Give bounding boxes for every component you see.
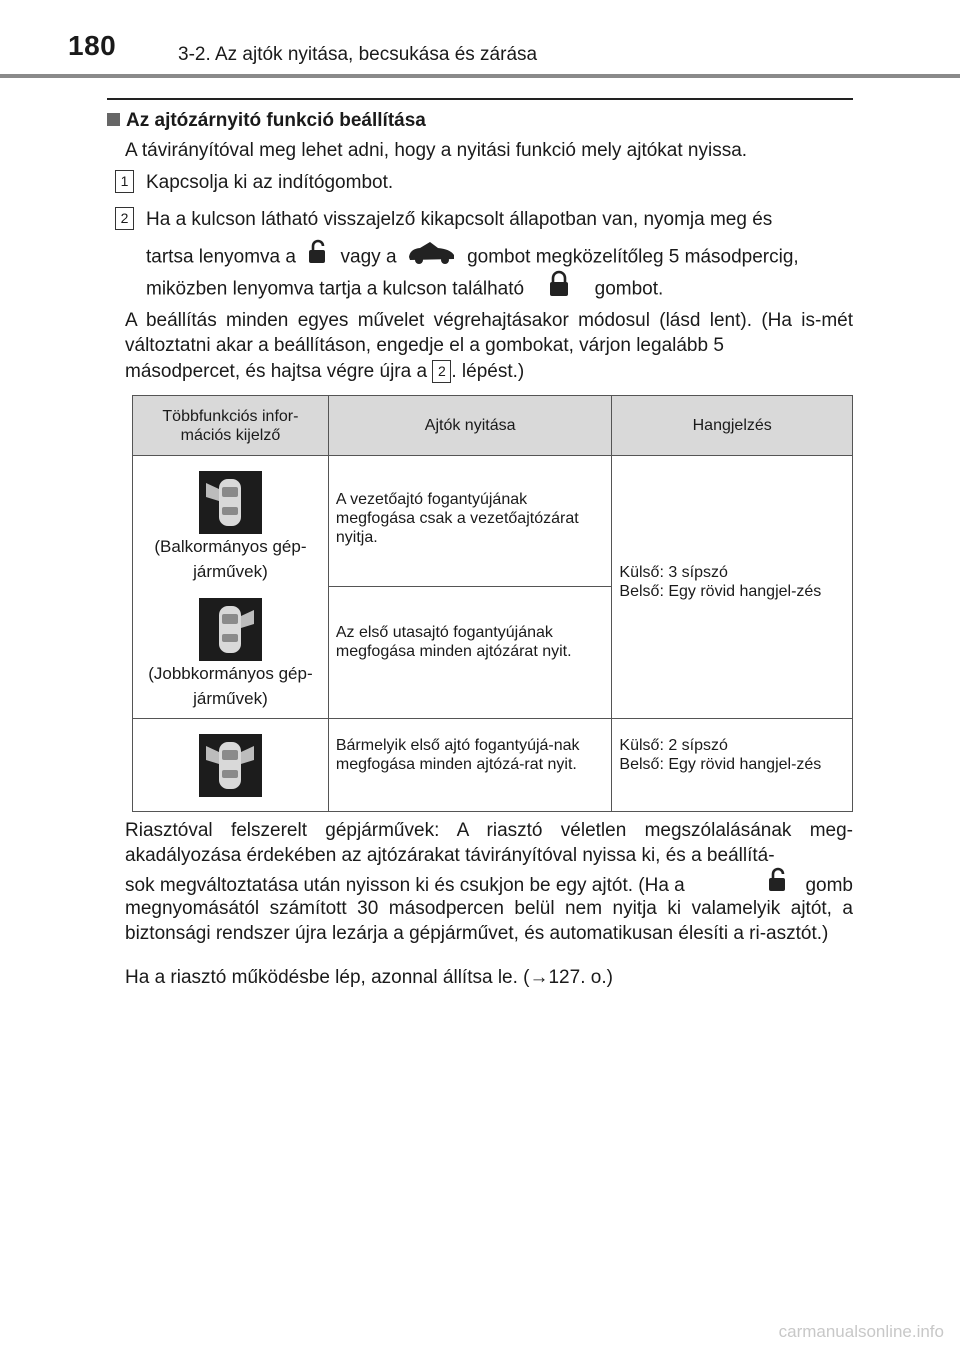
section-divider — [107, 98, 853, 100]
alarm-text-2: sok megváltoztatása után nyisson ki és csukjon be egy ajtót. (Ha a gomb — [125, 866, 853, 905]
intro-text: A távirányítóval meg lehet adni, hogy a nyitási funkció mely ajtókat nyissa. — [125, 140, 748, 161]
table-header-row — [133, 396, 853, 456]
table-row — [133, 719, 853, 812]
caption-right-hand-drive: (Jobbkormányos gép-járművek) — [148, 664, 313, 708]
table-header-sound: Hangjelzés — [612, 396, 853, 456]
door-cell-driver: A vezetőajtó fogantyújának megfogása csak a vezetőajtózárat nyitja. — [328, 456, 612, 587]
car-all-doors-open-icon — [199, 734, 262, 797]
lock-icon — [547, 270, 571, 309]
table-row — [133, 456, 853, 587]
square-bullet-icon — [107, 113, 120, 126]
alarm-text-4: Ha a riasztó működésbe lép, azonnal állítsa le. (→127. o.) — [125, 967, 613, 988]
caption-left-hand-drive: (Balkormányos gép-járművek) — [154, 537, 307, 581]
step-1-number: 1 — [115, 170, 134, 193]
door-cell-any-front: Bármelyik első ajtó fogantyújá-nak megfogása minden ajtózá-rat nyit. — [328, 719, 612, 812]
display-cell-all-doors — [133, 719, 329, 812]
step-2-line-3: miközben lenyomva tartja a kulcson található gombot. — [146, 270, 853, 309]
step-2-line-2: tartsa lenyomva a vagy a gombot megközelítőleg 5 másodpercig, — [146, 238, 853, 277]
page-number: 180 — [68, 30, 117, 61]
header-rule — [0, 74, 960, 78]
car-passenger-door-open-icon — [199, 598, 262, 661]
car-driver-door-open-icon — [199, 471, 262, 534]
page-header — [0, 0, 960, 76]
table-header-display: Többfunkciós infor-mációs kijelző — [133, 396, 329, 456]
table-header-doors: Ajtók nyitása — [328, 396, 612, 456]
chapter-title: 3-2. Az ajtók nyitása, becsukása és zárása — [178, 44, 538, 65]
door-unlock-settings-table — [132, 395, 853, 812]
step-2-number: 2 — [115, 207, 134, 230]
step-1-text: Kapcsolja ki az indítógombot. — [146, 172, 394, 193]
note-text-end: másodpercet, és hajtsa végre újra a 2 . lépést.) — [125, 361, 525, 382]
alarm-text-3: megnyomásától számított 30 másodpercen belül nem nyitja ki valamelyik ajtót, a biztonsági rendszer újra lezárja a gépjárművet, és automatikusan élesíti a ri-asztót.) — [125, 898, 853, 944]
watermark: carmanualsonline.info — [778, 1322, 944, 1341]
door-cell-passenger: Az első utasajtó fogantyújának megfogása minden ajtózárat nyit. — [328, 587, 612, 719]
sound-cell-3-beeps: Külső: 3 sípszó Belső: Egy rövid hangjel-zés — [612, 456, 853, 719]
step-2-line-1: Ha a kulcson látható visszajelző kikapcsolt állapotban van, nyomja meg és — [146, 209, 773, 230]
step-2-reference: 2 — [432, 360, 451, 383]
display-cell — [133, 456, 329, 719]
section-title — [107, 110, 426, 132]
section-title-text: Az ajtózárnyitó funkció beállítása — [126, 110, 426, 131]
note-text: A beállítás minden egyes művelet végrehajtásakor módosul (lásd lent). (Ha is-mét változtatni akar a beállításon, engedje el a gombokat, várjon legalább 5 — [125, 310, 853, 356]
sound-cell-2-beeps: Külső: 2 sípszó Belső: Egy rövid hangjel-zés — [612, 719, 853, 812]
alarm-text-1: Riasztóval felszerelt gépjárművek: A riasztó véletlen megszólalásának meg-akadályozása érdekében az ajtózárakat távirányítóval nyissa ki, és a beállítá- — [125, 820, 853, 866]
